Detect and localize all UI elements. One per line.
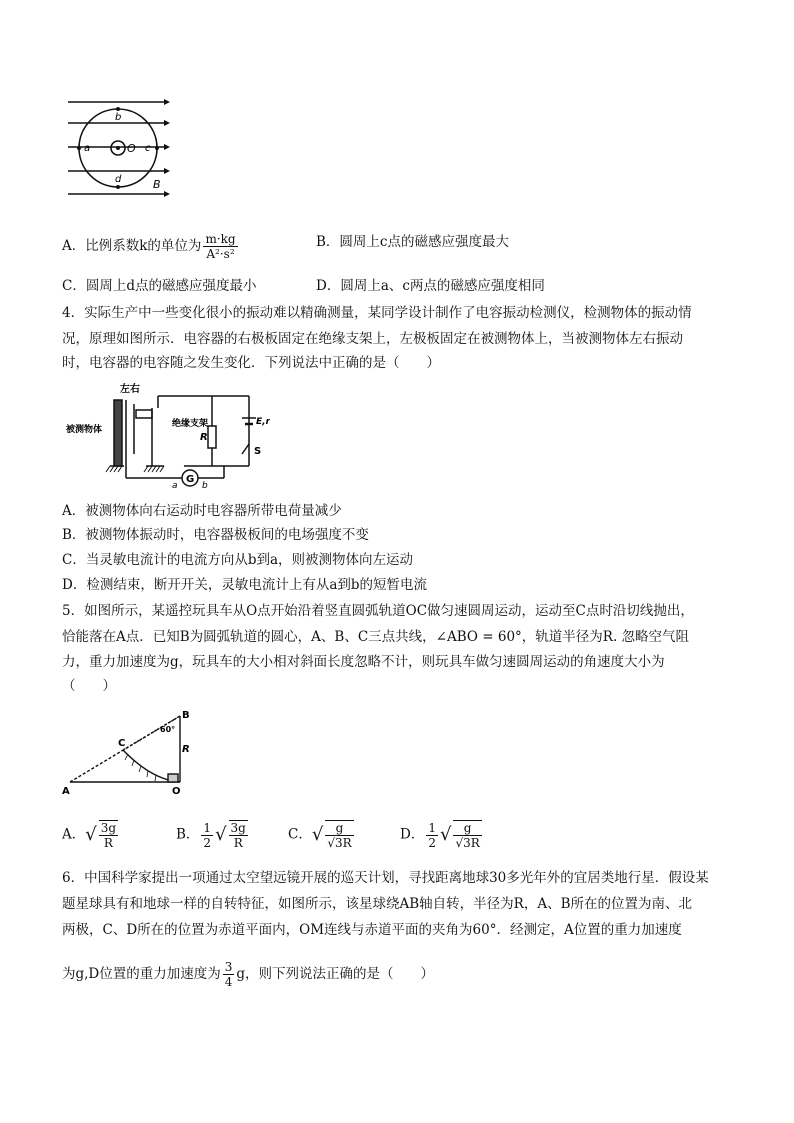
- q3-unit-den: A²·s²: [206, 247, 235, 261]
- q4-line-3: 时，电容器的电容随之发生变化．下列说法中正确的是（ ）: [62, 355, 440, 371]
- q5-b-den: R: [233, 836, 243, 850]
- field-figure: [60, 96, 180, 200]
- q3-option-d: D．圆周上a、c两点的磁感应强度相同: [316, 278, 545, 294]
- q5-option-c-label: C．: [288, 826, 312, 843]
- q5-option-d: D． $\frac{1}{2}$ √ $\frac{g}{√3R}$: [400, 820, 480, 850]
- q6-frac-num: 3: [224, 960, 233, 974]
- q5-c-den: √3R: [327, 836, 352, 850]
- angle-label: 60°: [160, 725, 176, 734]
- q5-d-num: g: [453, 821, 481, 836]
- q6-line-3: 两极，C、D所在的位置为赤道平面内，OM连线与赤道平面的夹角为60°．经测定，A位置的重力加速度: [62, 922, 682, 938]
- resistor-label: R: [200, 432, 208, 443]
- q6-last-suffix: g，则下列说法正确的是（ ）: [236, 966, 435, 982]
- q3-option-a-text: A．比例系数k的单位为: [62, 238, 202, 254]
- radius-label: R: [182, 744, 190, 755]
- q5-d-coef-den: 2: [428, 835, 436, 850]
- q4-option-b: B．被测物体振动时，电容器极板间的电场强度不变: [62, 527, 369, 543]
- arc-track-figure: [62, 706, 196, 798]
- q5-option-a: A．√ $\frac{3g}{R}$: [62, 821, 117, 850]
- point-c-label: c: [145, 143, 151, 154]
- q6-last-prefix: 为g,D位置的重力加速度为: [62, 966, 221, 982]
- q5-d-coef-num: 1: [428, 820, 436, 835]
- q3-option-a: [62, 232, 240, 261]
- q5-a-num: 3g: [100, 821, 117, 835]
- q6-line-1: 6．中国科学家提出一项通过太空望远镜开展的巡天计划，寻找距离地球30多光年外的宜居类地行星．假设某: [62, 870, 709, 886]
- object-label: 被测物体: [66, 425, 103, 435]
- point-o-label: O: [127, 142, 136, 155]
- q5-b-coef-den: 2: [203, 835, 212, 850]
- q5-line-3: 力，重力加速度为g，玩具车的大小相对斜面长度忽略不计，则玩具车做匀速圆周运动的角速度大小为: [62, 654, 665, 670]
- terminal-a-label: a: [172, 481, 178, 490]
- battery-label: E,r: [256, 417, 270, 427]
- q5-line-4: （ ）: [62, 678, 116, 694]
- point-o-label: O: [172, 786, 181, 797]
- point-a-label: a: [84, 143, 91, 154]
- support-label: 绝缘支架: [172, 419, 209, 429]
- q3-unit-num: m·kg: [205, 232, 236, 246]
- terminal-b-label: b: [202, 481, 208, 490]
- point-a-label: A: [62, 786, 70, 797]
- left-right-label: 左右: [120, 384, 140, 395]
- point-b-label: B: [182, 710, 190, 721]
- q3-unit-fraction: [203, 232, 237, 261]
- switch-label: S: [254, 446, 262, 457]
- galvanometer-label: G: [186, 474, 195, 485]
- q6-line-2: 题星球具有和地球一样的自转特征，如图所示，该星球绕AB轴自转，半径为R，A、B所在的位置为南、北: [62, 896, 693, 912]
- q5-line-1: 5．如图所示，某遥控玩具车从O点开始沿着竖直圆弧轨道OC做匀速圆周运动，运动至C点时沿切线抛出，: [62, 603, 694, 619]
- q5-line-2: 恰能落在A点．已知B为圆弧轨道的圆心，A、B、C三点共线，∠ABO = 60°，轨道半径为R. 忽略空气阻: [62, 629, 690, 645]
- q3-option-b: B．圆周上c点的磁感应强度最大: [316, 234, 509, 250]
- point-d-label: d: [115, 174, 122, 185]
- capacitor-figure: [64, 378, 270, 490]
- q4-option-a: A．被测物体向右运动时电容器所带电荷量减少: [62, 503, 342, 519]
- q5-option-d-label: D．: [400, 826, 425, 843]
- q5-d-den: √3R: [455, 836, 480, 850]
- field-b-label: B: [153, 178, 161, 191]
- q5-option-a-label: A．: [62, 826, 86, 843]
- point-c-label: C: [118, 738, 126, 749]
- q5-option-b: B． $\frac{1}{2}$ √ $\frac{3g}{R}$: [176, 820, 246, 850]
- q6-line-4: [62, 960, 434, 989]
- q5-c-num: g: [325, 821, 353, 836]
- q4-line-2: 况，原理如图所示．电容器的右极板固定在绝缘支架上，左极板固定在被测物体上，当被测物体左右振动: [62, 331, 683, 347]
- point-b-label: b: [115, 112, 122, 123]
- q5-option-c: C．√ $\frac{g}{√3R}$: [288, 821, 352, 850]
- q3-option-c: C．圆周上d点的磁感应强度最小: [62, 278, 257, 294]
- q5-a-den: R: [103, 836, 113, 850]
- q4-option-d: D．检测结束，断开开关，灵敏电流计上有从a到b的短暂电流: [62, 577, 428, 593]
- q5-option-b-label: B．: [176, 826, 200, 843]
- q5-b-coef-num: 1: [203, 820, 212, 835]
- q4-line-1: 4．实际生产中一些变化很小的振动难以精确测量，某同学设计制作了电容振动检测仪，检测物体的振动情: [62, 305, 692, 321]
- q5-b-num: 3g: [230, 821, 246, 835]
- q6-frac-den: 4: [224, 975, 233, 989]
- q4-option-c: C．当灵敏电流计的电流方向从b到a，则被测物体向左运动: [62, 552, 414, 568]
